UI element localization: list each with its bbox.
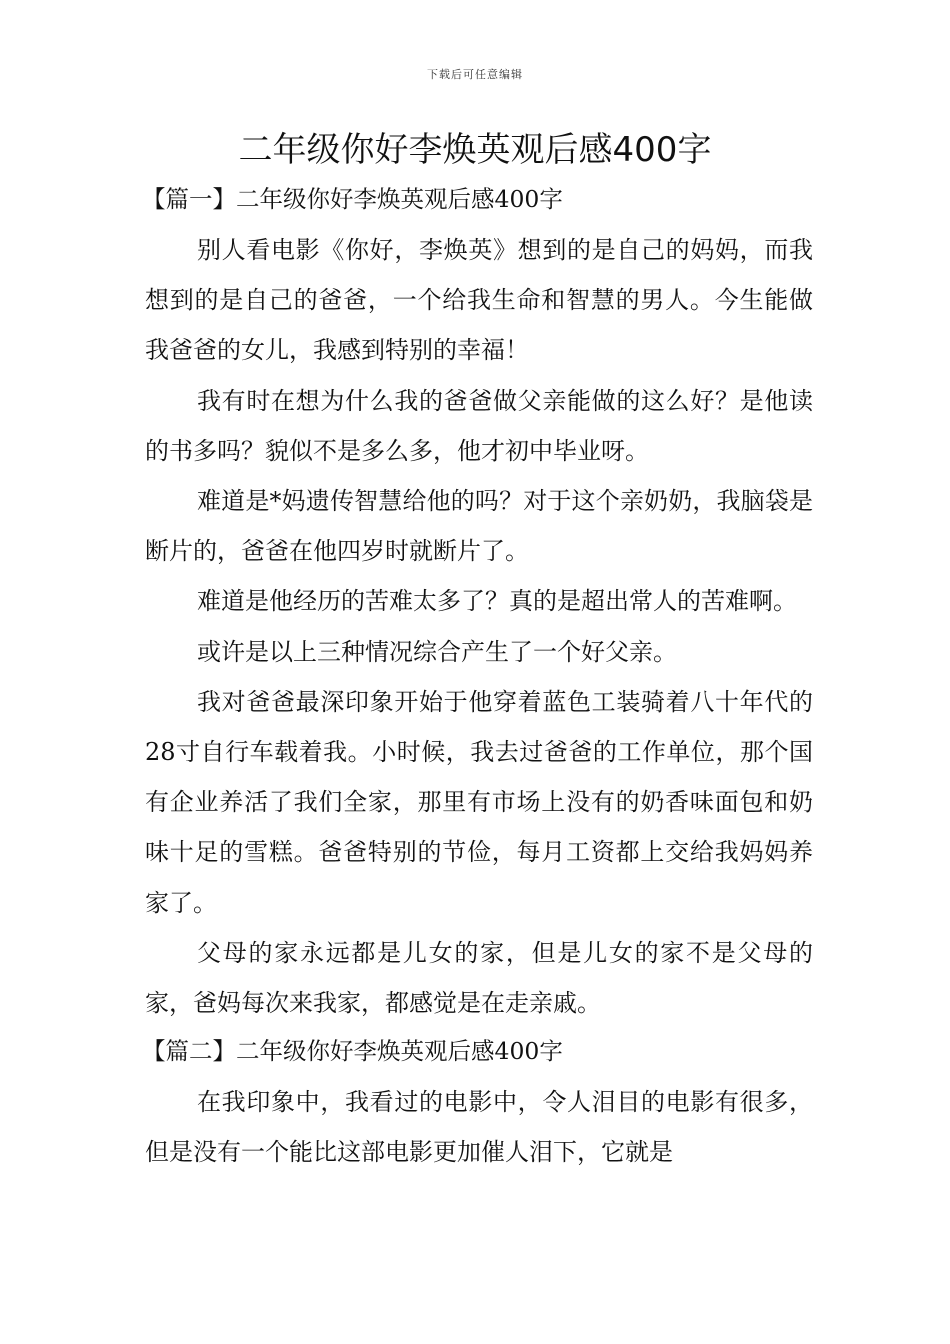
document-body <box>142 178 813 1178</box>
paragraph: 在我印象中，我看过的电影中，令人泪目的电影有很多，但是没有一个能比这部电影更加催人泪下，它就是 <box>145 1088 813 1167</box>
paragraph: 难道是*妈遗传智慧给他的吗？对于这个亲奶奶，我脑袋是断片的，爸爸在他四岁时就断片了。 <box>145 487 813 566</box>
paragraph: 父母的家永远都是儿女的家，但是儿女的家不是父母的家，爸妈每次来我家，都感觉是在走亲戚。 <box>145 938 813 1018</box>
paragraph: 我对爸爸最深印象开始于他穿着蓝色工装骑着八十年代的28寸自行车载着我。小时候，我去过爸爸的工作单位，那个国有企业养活了我们全家，那里有市场上没有的奶香味面包和奶味十足的雪糕。爸爸特别的节俭，每月工资都上交给我妈妈养家了。 <box>145 687 813 917</box>
section-heading: 【篇一】二年级你好李焕英观后感400字 <box>142 185 563 213</box>
section-1 <box>142 178 813 1028</box>
paragraph: 或许是以上三种情况综合产生了一个好父亲。 <box>197 637 677 666</box>
page-title: 二年级你好李焕英观后感400字 <box>238 130 712 170</box>
header-note: 下载后可任意编辑 <box>427 68 523 81</box>
section-heading: 【篇二】二年级你好李焕英观后感400字 <box>142 1037 563 1066</box>
section-2 <box>142 1030 813 1177</box>
paragraph: 别人看电影《你好，李焕英》想到的是自己的妈妈，而我想到的是自己的爸爸，一个给我生命和智慧的男人。今生能做我爸爸的女儿，我感到特别的幸福！ <box>145 236 813 365</box>
paragraph: 难道是他经历的苦难太多了？真的是超出常人的苦难啊。 <box>197 587 797 616</box>
paragraph: 我有时在想为什么我的爸爸做父亲能做的这么好？是他读的书多吗？貌似不是多么多，他才初中毕业呀。 <box>145 386 813 465</box>
